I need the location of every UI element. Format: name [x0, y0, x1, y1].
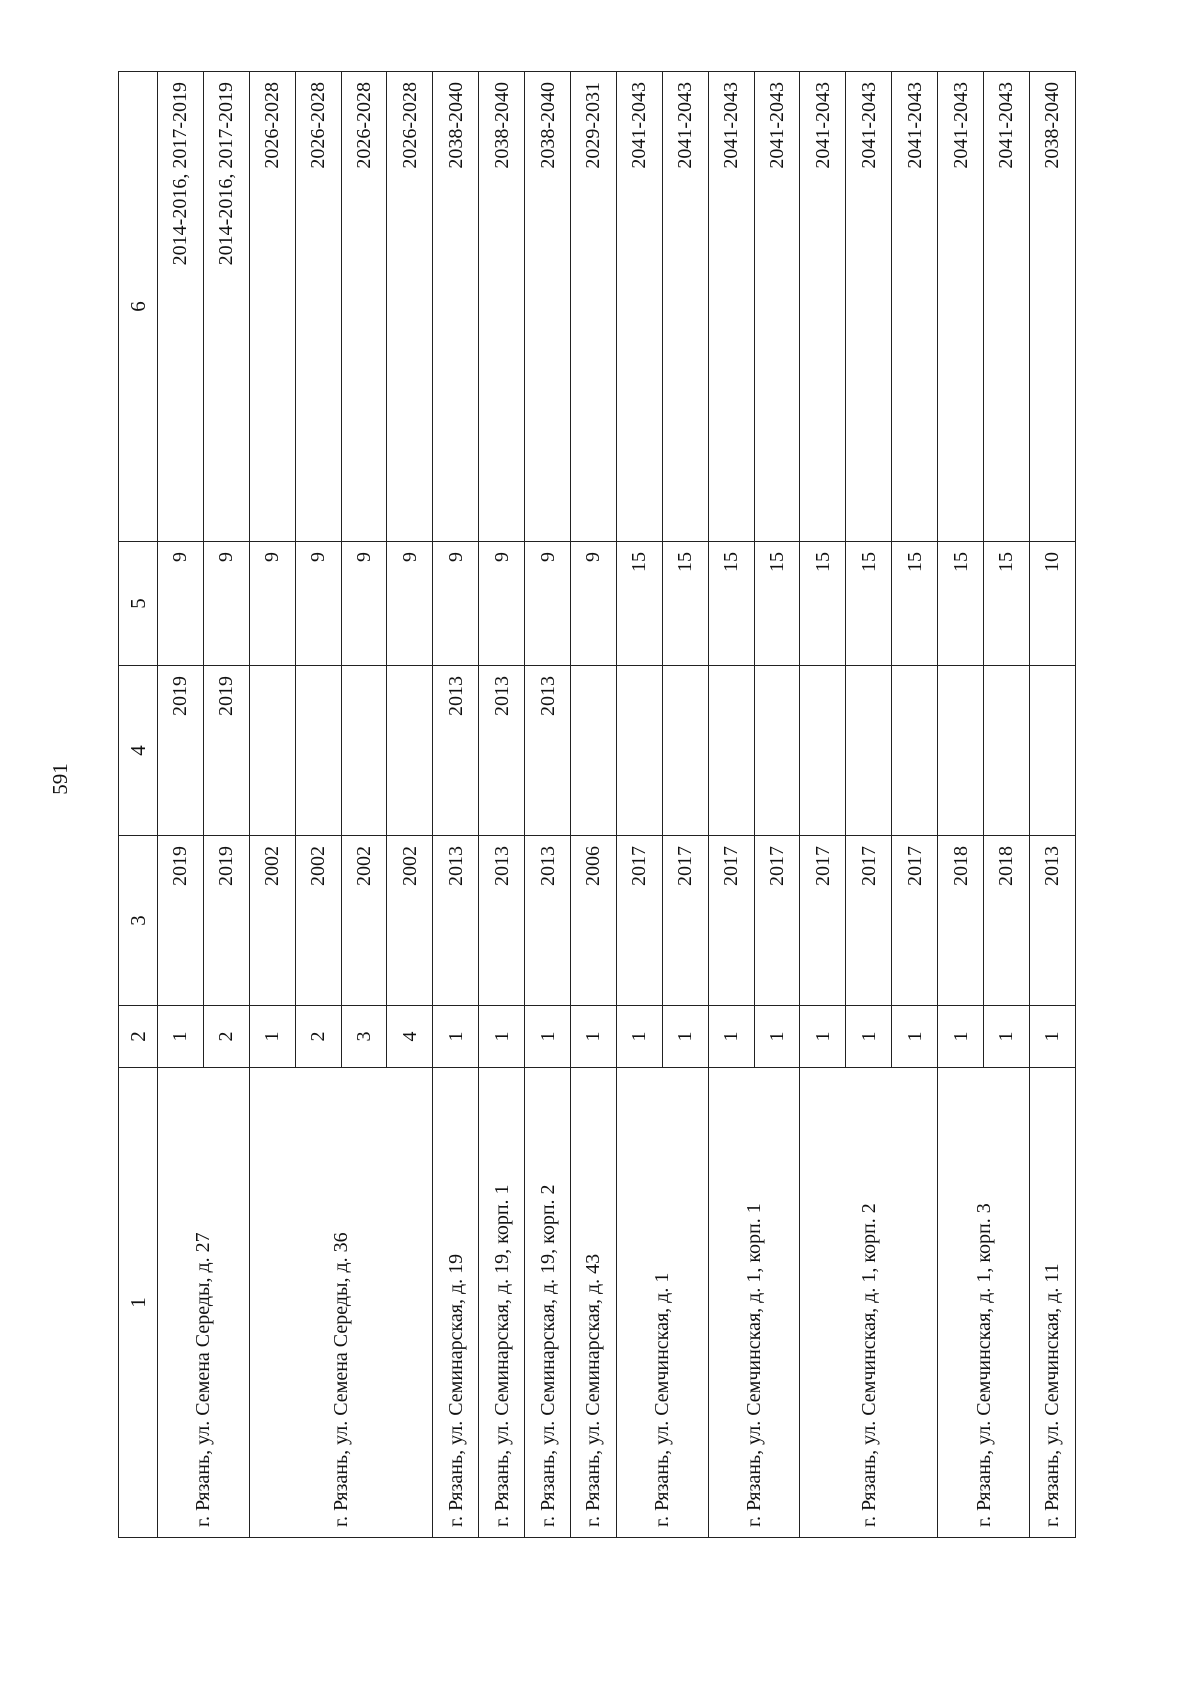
cell-col-3: 2013 [479, 836, 525, 1006]
cell-col-5: 9 [158, 542, 204, 666]
cell-col-5: 15 [846, 542, 892, 666]
cell-col-2: 1 [571, 1006, 617, 1068]
cell-col-5: 9 [387, 542, 433, 666]
cell-col-4: 2013 [479, 666, 525, 836]
cell-col-5: 15 [708, 542, 754, 666]
cell-col-6: 2014-2016, 2017-2019 [158, 72, 204, 542]
cell-col-6: 2026-2028 [341, 72, 387, 542]
cell-col-6: 2041-2043 [984, 72, 1030, 542]
cell-col-4 [295, 666, 341, 836]
cell-col-5: 15 [754, 542, 800, 666]
header-cell: 4 [119, 666, 158, 836]
cell-col-5: 9 [295, 542, 341, 666]
table-row [616, 72, 662, 1538]
cell-col-6: 2029-2031 [571, 72, 617, 542]
cell-col-4 [984, 666, 1030, 836]
cell-col-2: 1 [708, 1006, 754, 1068]
cell-col-6: 2026-2028 [249, 72, 295, 542]
cell-col-4 [938, 666, 984, 836]
cell-col-5: 9 [341, 542, 387, 666]
cell-col-2: 1 [1029, 1006, 1075, 1068]
address-cell: г. Рязань, ул. Семена Середы, д. 36 [249, 1068, 433, 1538]
cell-col-6: 2038-2040 [525, 72, 571, 542]
cell-col-2: 1 [662, 1006, 708, 1068]
table-row [938, 72, 984, 1538]
address-cell: г. Рязань, ул. Семена Середы, д. 27 [158, 1068, 250, 1538]
rotated-table-container [118, 72, 1076, 1538]
cell-col-6: 2041-2043 [800, 72, 846, 542]
cell-col-6: 2041-2043 [754, 72, 800, 542]
cell-col-3: 2002 [249, 836, 295, 1006]
cell-col-3: 2013 [433, 836, 479, 1006]
cell-col-5: 15 [616, 542, 662, 666]
cell-col-5: 9 [571, 542, 617, 666]
header-cell: 3 [119, 836, 158, 1006]
cell-col-5: 15 [800, 542, 846, 666]
header-cell: 6 [119, 72, 158, 542]
cell-col-4 [892, 666, 938, 836]
header-cell: 2 [119, 1006, 158, 1068]
cell-col-3: 2019 [203, 836, 249, 1006]
cell-col-5: 9 [525, 542, 571, 666]
page-number: 591 [48, 763, 72, 795]
cell-col-3: 2017 [800, 836, 846, 1006]
address-cell: г. Рязань, ул. Семчинская, д. 1, корп. 2 [800, 1068, 938, 1538]
table-row [158, 72, 204, 1538]
cell-col-2: 1 [938, 1006, 984, 1068]
cell-col-3: 2006 [571, 836, 617, 1006]
cell-col-2: 2 [295, 1006, 341, 1068]
cell-col-4 [387, 666, 433, 836]
cell-col-4: 2013 [525, 666, 571, 836]
cell-col-3: 2002 [387, 836, 433, 1006]
table-row [800, 72, 846, 1538]
cell-col-4 [1029, 666, 1075, 836]
cell-col-6: 2014-2016, 2017-2019 [203, 72, 249, 542]
table-row [1029, 72, 1075, 1538]
table-row [433, 72, 479, 1538]
address-cell: г. Рязань, ул. Семчинская, д. 11 [1029, 1068, 1075, 1538]
cell-col-5: 10 [1029, 542, 1075, 666]
address-cell: г. Рязань, ул. Семчинская, д. 1 [616, 1068, 708, 1538]
cell-col-6: 2041-2043 [616, 72, 662, 542]
cell-col-2: 1 [433, 1006, 479, 1068]
table-row [708, 72, 754, 1538]
cell-col-3: 2017 [846, 836, 892, 1006]
cell-col-4: 2013 [433, 666, 479, 836]
table-row [571, 72, 617, 1538]
cell-col-6: 2038-2040 [433, 72, 479, 542]
cell-col-5: 15 [892, 542, 938, 666]
cell-col-5: 15 [938, 542, 984, 666]
address-cell: г. Рязань, ул. Семинарская, д. 43 [571, 1068, 617, 1538]
cell-col-4 [754, 666, 800, 836]
cell-col-5: 9 [203, 542, 249, 666]
cell-col-3: 2018 [984, 836, 1030, 1006]
schedule-table [118, 71, 1076, 1538]
cell-col-3: 2002 [295, 836, 341, 1006]
cell-col-6: 2041-2043 [938, 72, 984, 542]
cell-col-5: 15 [662, 542, 708, 666]
cell-col-4 [800, 666, 846, 836]
table-body [158, 72, 1076, 1538]
table-row [479, 72, 525, 1538]
cell-col-6: 2026-2028 [387, 72, 433, 542]
address-cell: г. Рязань, ул. Семинарская, д. 19, корп. 1 [479, 1068, 525, 1538]
cell-col-2: 1 [984, 1006, 1030, 1068]
cell-col-2: 2 [203, 1006, 249, 1068]
table-header-row [119, 72, 158, 1538]
address-cell: г. Рязань, ул. Семчинская, д. 1, корп. 1 [708, 1068, 800, 1538]
cell-col-3: 2002 [341, 836, 387, 1006]
cell-col-2: 1 [525, 1006, 571, 1068]
header-cell: 1 [119, 1068, 158, 1538]
cell-col-4 [708, 666, 754, 836]
cell-col-2: 1 [754, 1006, 800, 1068]
cell-col-4 [846, 666, 892, 836]
cell-col-4: 2019 [203, 666, 249, 836]
cell-col-3: 2017 [616, 836, 662, 1006]
cell-col-3: 2013 [525, 836, 571, 1006]
cell-col-5: 9 [479, 542, 525, 666]
cell-col-2: 3 [341, 1006, 387, 1068]
cell-col-5: 9 [433, 542, 479, 666]
cell-col-3: 2017 [708, 836, 754, 1006]
table-row [249, 72, 295, 1538]
cell-col-3: 2017 [754, 836, 800, 1006]
cell-col-4 [571, 666, 617, 836]
cell-col-6: 2041-2043 [846, 72, 892, 542]
table-row [525, 72, 571, 1538]
cell-col-6: 2038-2040 [1029, 72, 1075, 542]
cell-col-4 [616, 666, 662, 836]
cell-col-3: 2017 [892, 836, 938, 1006]
cell-col-4 [249, 666, 295, 836]
cell-col-3: 2017 [662, 836, 708, 1006]
address-cell: г. Рязань, ул. Семчинская, д. 1, корп. 3 [938, 1068, 1030, 1538]
address-cell: г. Рязань, ул. Семинарская, д. 19 [433, 1068, 479, 1538]
cell-col-6: 2041-2043 [892, 72, 938, 542]
cell-col-2: 1 [892, 1006, 938, 1068]
cell-col-2: 1 [158, 1006, 204, 1068]
cell-col-5: 9 [249, 542, 295, 666]
header-cell: 5 [119, 542, 158, 666]
cell-col-6: 2038-2040 [479, 72, 525, 542]
cell-col-2: 1 [846, 1006, 892, 1068]
cell-col-3: 2019 [158, 836, 204, 1006]
cell-col-4 [341, 666, 387, 836]
cell-col-4 [662, 666, 708, 836]
cell-col-6: 2026-2028 [295, 72, 341, 542]
cell-col-3: 2013 [1029, 836, 1075, 1006]
cell-col-6: 2041-2043 [708, 72, 754, 542]
cell-col-3: 2018 [938, 836, 984, 1006]
cell-col-5: 15 [984, 542, 1030, 666]
cell-col-2: 1 [479, 1006, 525, 1068]
cell-col-2: 1 [800, 1006, 846, 1068]
cell-col-2: 4 [387, 1006, 433, 1068]
cell-col-4: 2019 [158, 666, 204, 836]
cell-col-2: 1 [249, 1006, 295, 1068]
cell-col-2: 1 [616, 1006, 662, 1068]
address-cell: г. Рязань, ул. Семинарская, д. 19, корп. 2 [525, 1068, 571, 1538]
cell-col-6: 2041-2043 [662, 72, 708, 542]
